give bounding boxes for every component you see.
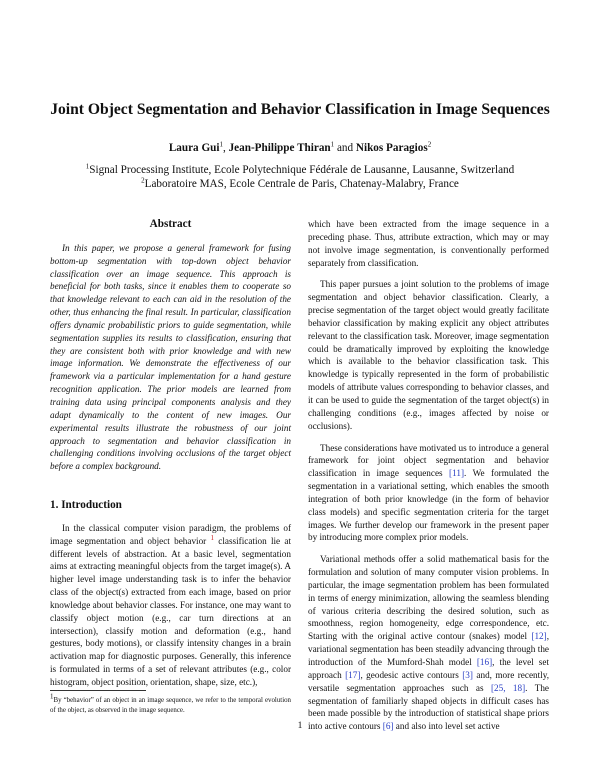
body-text: and, more recently, versatile segmentation approaches such as xyxy=(308,669,550,693)
body-paragraph xyxy=(308,553,549,733)
footnote-divider xyxy=(50,690,146,691)
footnote-link[interactable]: 1 xyxy=(210,533,214,542)
affiliation-text: Laboratoire MAS, Ecole Centrale de Paris, Chatenay-Malabry, France xyxy=(144,178,459,190)
author-list xyxy=(0,142,600,154)
intro-paragraph xyxy=(50,522,291,689)
body-text: , variational segmentation has been steadily advancing through the introduction of the Mumford-Shah model xyxy=(308,631,549,667)
intro-text: classification lie at different levels of abstraction. At a basic level, segmentation aims at extracting meaningful objects from the target image(s). A higher level image understanding task is to infer the behavior class of the object(s) extracted from each image, based on prior knowledge about behavior classes. For instance, one may want to classify object motion (e.g., car turn directions at an intersection), classify motion and deformation (e.g., hand gestures, body motions), or classify intensity changes in a brain activation map for diagnostic purposes. Generally, this inference is formulated in terms of a set of relevant attributes (e.g., color histogram, object position, orientation, shape, size, etc.), xyxy=(50,535,292,687)
paper-title: Joint Object Segmentation and Behavior Classification in Image Sequences xyxy=(50,101,550,118)
citation-link[interactable]: [25, 18] xyxy=(490,682,526,693)
author-affiliation-mark: 2 xyxy=(427,140,432,149)
body-text: Variational methods offer a solid mathematical basis for the formulation and solution of many computer vision problems. In particular, the image segmentation problem has been formulated in terms of energy minimization, allowing the seamless blending of various criteria describing the desired solution, such as smoothness, region homogeneity, edge correspondence, etc. Starting with the original active contour (snakes) model xyxy=(308,554,549,642)
abstract-heading: Abstract xyxy=(149,218,192,230)
body-paragraph: which have been extracted from the image sequence in a preceding phase. Thus, attribute extraction, which may or may not involve image segmentation, is conventionally performed separately from classification. xyxy=(308,219,549,268)
author-affiliation-mark: 1 xyxy=(330,140,335,149)
author-name: Jean-Philippe Thiran xyxy=(228,142,331,154)
body-text: . We formulated the segmentation in a variational setting, which enables the smooth integration of both prior knowledge (in the form of behavior class models) and specific segmentation criteria for the target images. We further develop our framework in the present paper by introducing more complex prior models. xyxy=(308,468,549,543)
citation-link[interactable]: [3] xyxy=(462,669,473,680)
citation-link[interactable]: [17] xyxy=(345,669,361,680)
footnote xyxy=(50,692,291,715)
author-separator: and xyxy=(334,142,356,154)
affiliation-mark: 1 xyxy=(85,162,90,171)
affiliation-text: Signal Processing Institute, Ecole Polytechnique Fédérale de Lausanne, Lausanne, Switzerland xyxy=(89,164,515,176)
citation-link[interactable]: [16] xyxy=(476,657,493,667)
body-paragraph xyxy=(308,442,549,545)
author-affiliation-mark: 1 xyxy=(219,140,223,149)
author-separator: , xyxy=(222,142,229,154)
body-text: and also into level set active xyxy=(393,721,500,732)
author-name: Nikos Paragios xyxy=(355,142,428,154)
footnote-mark: 1 xyxy=(50,692,54,701)
author-name: Laura Gui xyxy=(168,142,220,154)
intro-text: In the classical computer vision paradigm, the problems of image segmentation and object behavior xyxy=(50,522,291,546)
left-column xyxy=(50,218,291,689)
affiliations xyxy=(0,163,600,191)
affiliation-line xyxy=(0,177,600,191)
affiliation-line xyxy=(0,163,600,177)
citation-link[interactable]: [11] xyxy=(449,468,465,479)
citation-link[interactable]: [6] xyxy=(382,721,394,732)
right-column xyxy=(308,218,549,733)
body-text: , the level set approach xyxy=(308,657,549,680)
footnote-text: By “behavior” of an object in an image sequence, we refer to the temporal evolution of the object, as observed in the image sequence. xyxy=(50,697,291,714)
abstract-body: In this paper, we propose a general framework for fusing bottom-up segmentation with top-down object behavior classification over an image sequence. This approach is beneficial for both tasks, since it enables them to cooperate so that knowledge relevant to each can aid in the resolution of the other, thus enhancing the final result. In particular, classification offers dynamic probabilistic priors to guide segmentation, while segmentation supplies its results to classification, ensuring that they are consistent both with prior knowledge and with new image information. We demonstrate the effectiveness of our framework via a particular implementation for a hand gesture recognition application. The prior models are learned from training data using principal components analysis and they adapt dynamically to the content of new images. Our experimental results illustrate the robustness of our joint approach to segmentation and behavior classification in challenging conditions involving occlusions of the target object before a complex background. xyxy=(50,242,291,472)
body-paragraph: This paper pursues a joint solution to the problems of image segmentation and object behavior classification. Clearly, a precise segmentation of the target object would greatly facilitate behavior classification by making explicit any object attributes relevant to the classification task. Moreover, image segmentation could be dramatically improved by exploiting the knowledge which is available to the behavior classification task. This knowledge is typically represented in the form of probabilistic models of attribute values corresponding to behavior classes, and it can be used to guide the segmentation of the target object(s) in challenging conditions (e.g., images affected by noise or occlusions). xyxy=(308,279,549,431)
body-text: . The segmentation of familiarly shaped objects in difficult cases has been made possible by the introduction of statistical shape priors into active contours xyxy=(308,682,549,732)
section-heading-introduction: 1. Introduction xyxy=(50,499,122,512)
affiliation-mark: 2 xyxy=(141,176,145,185)
page-number: 1 xyxy=(297,721,303,731)
body-text: , geodesic active contours xyxy=(360,669,463,680)
body-text: These considerations have motivated us to introduce a general framework for joint object segmentation and behavior classification in image sequences xyxy=(308,442,549,479)
citation-link[interactable]: [12] xyxy=(531,631,547,642)
